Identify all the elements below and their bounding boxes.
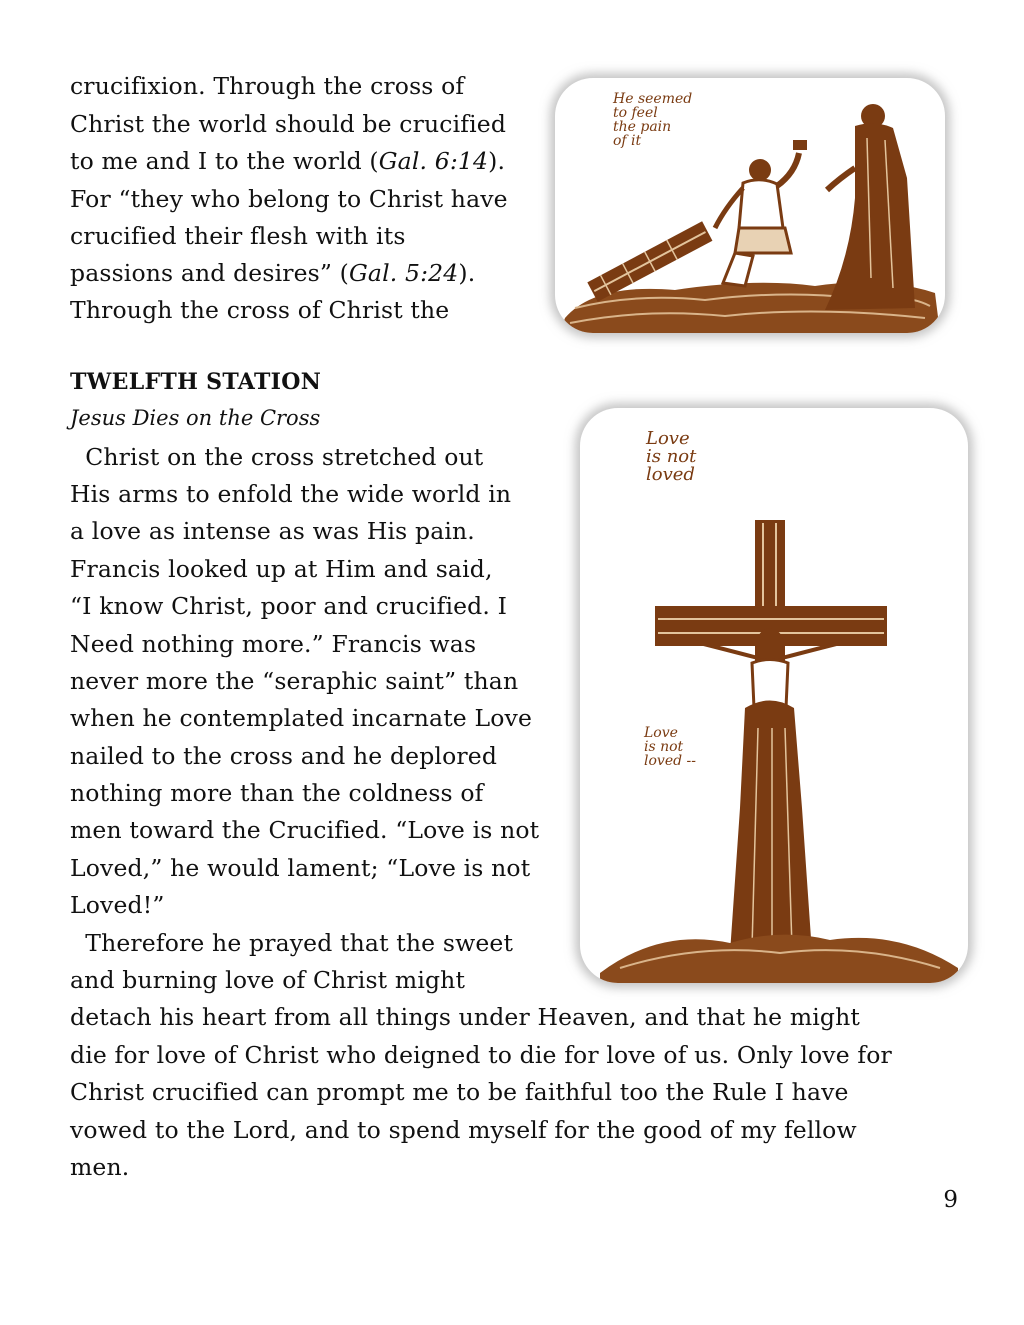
- illustration-caption-middle: [644, 726, 696, 768]
- text-line: Through the cross of Christ the: [70, 296, 450, 324]
- text-line: Therefore he prayed that the sweet: [70, 929, 514, 957]
- text-line: vowed to the Lord, and to spend myself for the good of my fellow: [70, 1116, 857, 1144]
- text-line: His arms to enfold the wide world in: [70, 480, 512, 508]
- text-line: For “they who belong to Christ have: [70, 185, 508, 213]
- text-line: die for love of Christ who deigned to die for love of us. Only love for: [70, 1041, 892, 1069]
- text-line: Christ on the cross stretched out: [70, 443, 484, 471]
- caption-line: to feel: [613, 105, 658, 121]
- text-line: [70, 255, 475, 292]
- caption-line: the pain: [613, 119, 672, 135]
- caption-line: is not: [644, 739, 684, 755]
- text-run: to me and I to the world (: [70, 147, 379, 175]
- scripture-citation: Gal. 5:24: [349, 259, 459, 287]
- text-line: and burning love of Christ might: [70, 966, 466, 994]
- illustration-drawing: [580, 408, 968, 983]
- text-line: [70, 143, 505, 180]
- text-line: when he contemplated incarnate Love: [70, 704, 532, 732]
- text-line: a love as intense as was His pain.: [70, 517, 475, 545]
- text-line: “I know Christ, poor and crucified. I: [70, 592, 508, 620]
- caption-line: loved --: [644, 753, 696, 769]
- caption-line: Love: [646, 428, 690, 449]
- illustration-crucifixion: [580, 408, 968, 983]
- text-line: Christ the world should be crucified: [70, 110, 507, 138]
- workman-figure: [715, 140, 807, 286]
- text-run: passions and desires” (: [70, 259, 349, 287]
- text-line: crucified their flesh with its: [70, 222, 406, 250]
- francis-figure: [825, 104, 915, 310]
- text-run: ).: [458, 259, 476, 287]
- text-run: ).: [488, 147, 506, 175]
- francis-figure: [730, 701, 812, 954]
- station-heading: TWELFTH STATION: [70, 369, 322, 395]
- text-line: Need nothing more.” Francis was: [70, 630, 477, 658]
- text-line: Loved,” he would lament; “Love is not: [70, 854, 531, 882]
- caption-line: He seemed: [613, 91, 693, 107]
- caption-line: Love: [644, 725, 678, 741]
- text-line: Francis looked up at Him and said,: [70, 555, 493, 583]
- caption-line: is not: [646, 446, 697, 467]
- text-line: nothing more than the coldness of: [70, 779, 484, 807]
- text-line: men.: [70, 1153, 130, 1181]
- illustration-caption: [613, 92, 692, 148]
- text-line: men toward the Crucified. “Love is not: [70, 816, 540, 844]
- illustration-francis-cross-maker: [555, 78, 945, 333]
- text-line: detach his heart from all things under Heaven, and that he might: [70, 1003, 860, 1031]
- page-number: 9: [943, 1187, 958, 1213]
- text-line: nailed to the cross and he deplored: [70, 742, 498, 770]
- scripture-citation: Gal. 6:14: [378, 147, 489, 175]
- station-subtitle: Jesus Dies on the Cross: [70, 406, 321, 430]
- text-line: Loved!”: [70, 891, 165, 919]
- caption-line: loved: [646, 464, 695, 485]
- text-line: never more the “seraphic saint” than: [70, 667, 519, 695]
- text-line: Christ crucified can prompt me to be faithful too the Rule I have: [70, 1078, 849, 1106]
- text-line: crucifixion. Through the cross of: [70, 72, 465, 100]
- caption-line: of it: [613, 133, 642, 149]
- illustration-caption-top: [646, 430, 696, 484]
